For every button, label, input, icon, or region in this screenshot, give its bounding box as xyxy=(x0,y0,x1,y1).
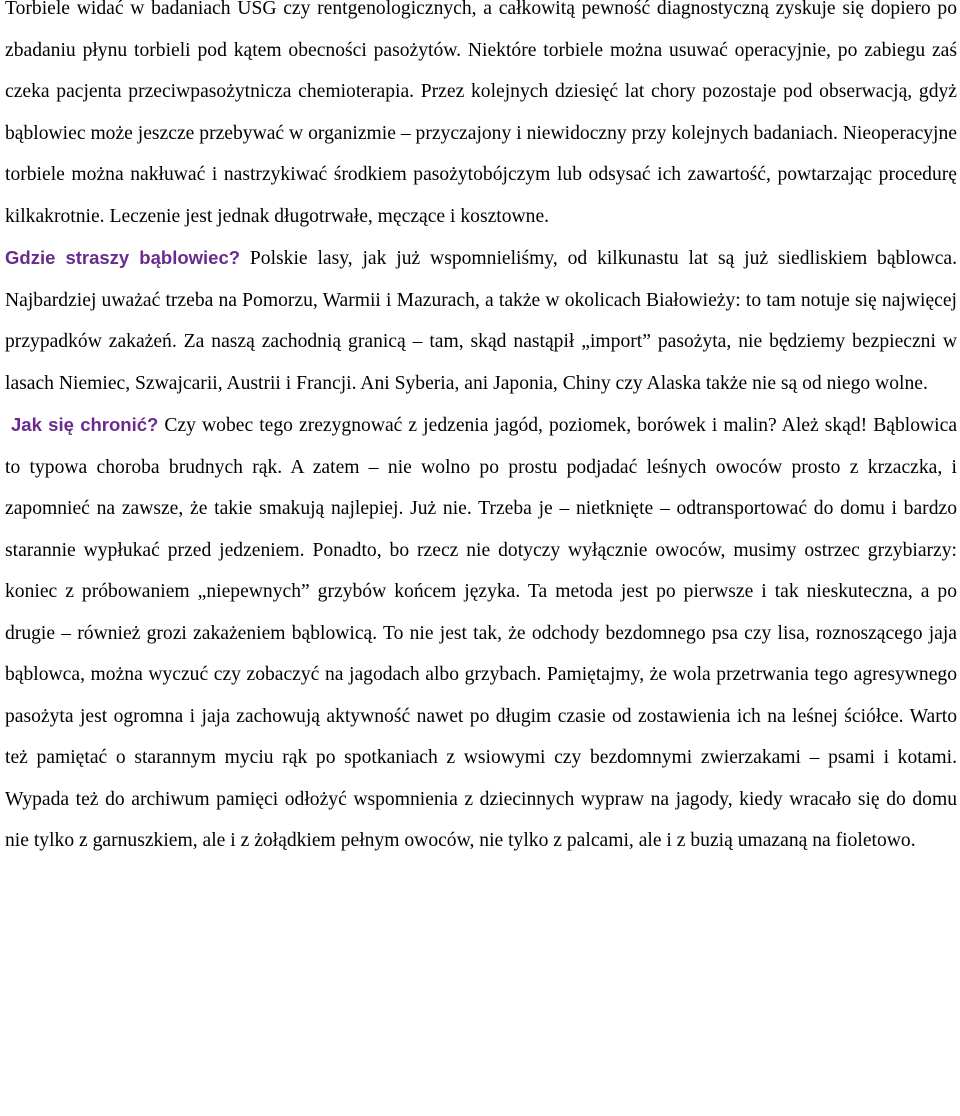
paragraph-treatment-text: Torbiele widać w badaniach USG czy rentgenologicznych, a całkowitą pewność diagnostyczną zyskuje się dopiero po zbadaniu płynu torbieli pod kątem obecności pasożytów. Niektóre torbiele można usuwać operacyjnie, po zabiegu zaś czeka pacjenta przeciwpasożytnicza chemioterapia. Przez kolejnych dziesięć lat chory pozostaje pod obserwacją, gdyż bąblowiec może jeszcze przebywać w organizmie – przyczajony i niewidoczny przy kolejnych badaniach. Nieoperacyjne torbiele można nakłuwać i nastrzykiwać środkiem pasożytobójczym lub odsysać ich zawartość, powtarzając procedurę kilkakrotnie. Leczenie jest jednak długotrwałe, męczące i kosztowne. xyxy=(5,0,957,227)
paragraph-protect xyxy=(5,404,957,862)
paragraph-protect-text: Czy wobec tego zrezygnować z jedzenia jagód, poziomek, borówek i malin? Ależ skąd! Bąblowica to typowa choroba brudnych rąk. A zatem – nie wolno po prostu podjadać leśnych owoców prosto z krzaczka, i zapomnieć na zawsze, że takie smakują najlepiej. Już nie. Trzeba je – nietknięte – odtransportować do domu i bardzo starannie wypłukać przed jedzeniem. Ponadto, bo rzecz nie dotyczy wyłącznie owoców, musimy ostrzec grzybiarzy: koniec z próbowaniem „niepewnych” grzybów końcem języka. Ta metoda jest po pierwsze i tak nieskuteczna, a po drugie – również grozi zakażeniem bąblowicą. To nie jest tak, że odchody bezdomnego psa czy lisa, roznoszącego jaja bąblowca, można wyczuć czy zobaczyć na jagodach albo grzybach. Pamiętajmy, że wola przetrwania tego agresywnego pasożyta jest ogromna i jaja zachowują aktywność nawet po długim czasie od zostawienia ich na leśnej ściółce. Warto też pamiętać o starannym myciu rąk po spotkaniach z wsiowymi czy bezdomnymi zwierzakami – psami i kotami. Wypada też do archiwum pamięci odłożyć wspomnienia z dziecinnych wypraw na jagody, kiedy wracało się do domu nie tylko z garnuszkiem, ale i z żołądkiem pełnym owoców, nie tylko z palcami, ale i z buzią umazaną na fioletowo. xyxy=(5,415,958,851)
section-heading-where: Gdzie straszy bąblowiec? xyxy=(5,247,241,268)
paragraph-treatment xyxy=(5,0,957,237)
paragraph-where-text: Polskie lasy, jak już wspomnieliśmy, od kilkunastu lat są już siedliskiem bąblowca. Najbardziej uważać trzeba na Pomorzu, Warmii i Mazurach, a także w okolicach Białowieży: to tam notuje się najwięcej przypadków zakażeń. Za naszą zachodnią granicą – tam, skąd nastąpił „import” pasożyta, nie będziemy bezpieczni w lasach Niemiec, Szwajcarii, Austrii i Francji. Ani Syberia, ani Japonia, Chiny czy Alaska także nie są od niego wolne. xyxy=(5,248,957,394)
section-heading-protect: Jak się chronić? xyxy=(11,414,159,435)
paragraph-where xyxy=(5,237,957,404)
